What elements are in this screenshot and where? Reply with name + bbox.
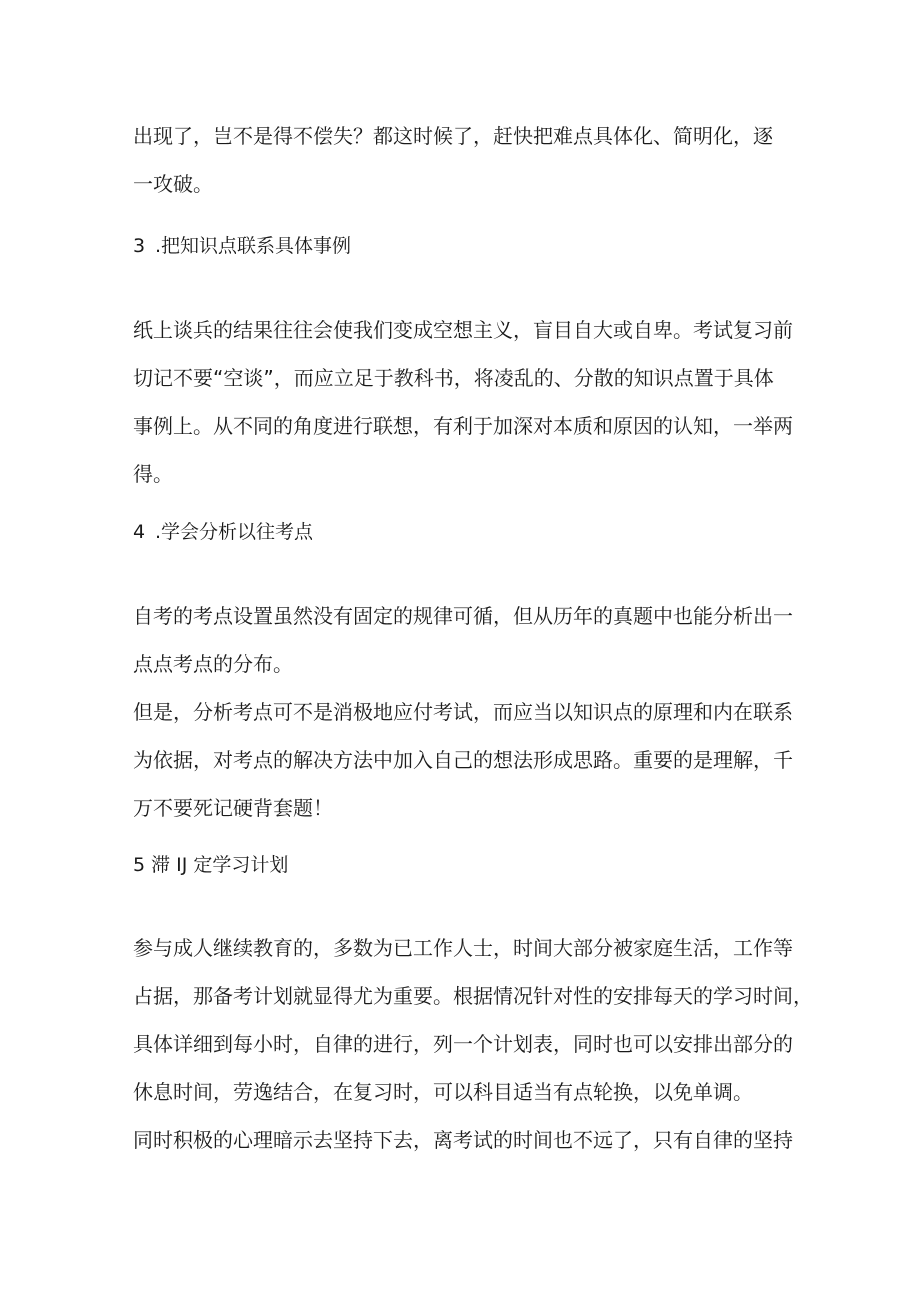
paragraph-line: 切记不要“空谈”，而应立足于教科书，将凌乱的、分散的知识点置于具体: [133, 366, 774, 390]
paragraph-line: 一攻破。: [133, 172, 213, 196]
section-number: 4: [133, 521, 146, 543]
paragraph-line: 参与成人继续教育的，多数为已工作人士，时间大部分被家庭生活，工作等: [133, 936, 793, 960]
section-title: .把知识点联系具体事例: [155, 235, 352, 257]
paragraph-line: 具体详细到每小时，自律的进行，列一个计划表，同时也可以安排出部分的: [133, 1032, 793, 1056]
section-heading-4: [133, 520, 313, 544]
paragraph-line: 得。: [133, 462, 173, 486]
paragraph-line: 事例上。从不同的角度进行联想，有利于加深对本质和原因的认知，一举两: [133, 414, 793, 438]
paragraph-line: 占据，那备考计划就显得尤为重要。根据情况针对性的安排每天的学习时间，: [133, 984, 813, 1008]
paragraph-line: 点点考点的分布。: [133, 652, 293, 676]
paragraph-line: 但是，分析考点可不是消极地应付考试，而应当以知识点的原理和内在联系: [133, 700, 793, 724]
section-heading-3: [133, 234, 351, 258]
paragraph-line: 自考的考点设置虽然没有固定的规律可循，但从历年的真题中也能分析出一: [133, 604, 793, 628]
section-heading-5: 5 滞 IJ 定学习计划: [133, 854, 289, 876]
paragraph-line: 纸上谈兵的结果往往会使我们变成空想主义，盲目自大或自卑。考试复习前: [133, 318, 793, 342]
paragraph-line: 同时积极的心理暗示去坚持下去，离考试的时间也不远了，只有自律的坚持: [133, 1128, 793, 1152]
paragraph-line: 为依据，对考点的解决方法中加入自己的想法形成思路。重要的是理解，千: [133, 748, 793, 772]
section-number: 3: [133, 235, 146, 257]
paragraph-line: 休息时间，劳逸结合，在复习时，可以科目适当有点轮换，以免单调。: [133, 1080, 753, 1104]
section-title: .学会分析以往考点: [155, 521, 314, 543]
paragraph-line: 出现了，岂不是得不偿失？都这时候了，赶快把难点具体化、简明化，逐: [133, 124, 773, 148]
paragraph-line: 万不要死记硬背套题！: [133, 796, 333, 820]
